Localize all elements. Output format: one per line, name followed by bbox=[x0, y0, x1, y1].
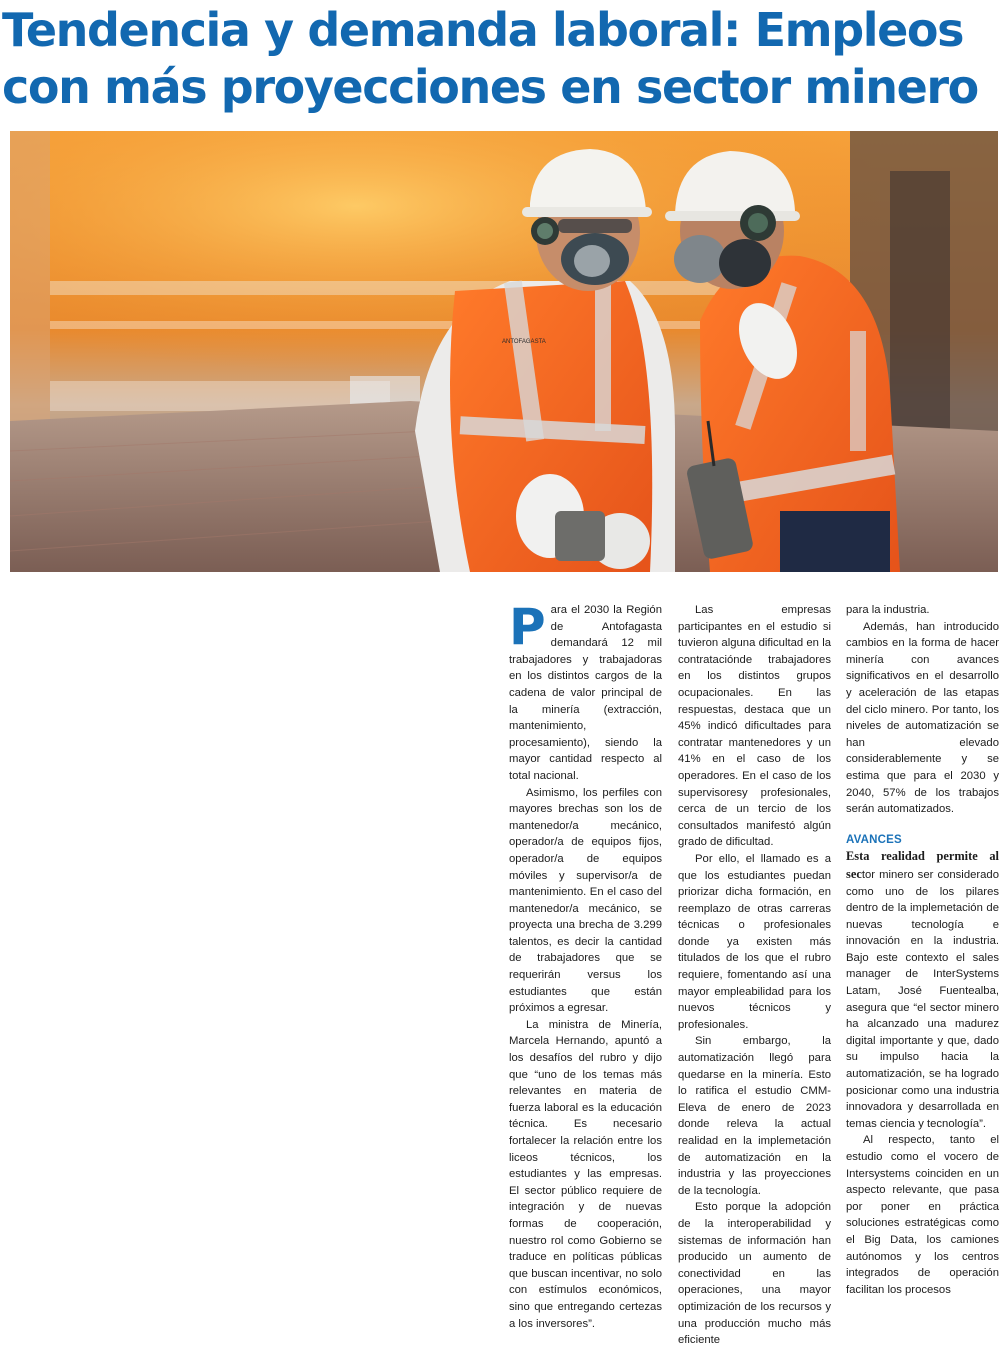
paragraph: ara el 2030 la Región de Antofagasta demandará 12 mil trabajadores y trabajadoras en los distintos cargos de la cadena de valor principal de la minería (extracción, mantenimiento, procesamiento), siendo la mayor cantidad respecto al total nacional. bbox=[509, 604, 662, 782]
drop-cap-letter: P bbox=[509, 598, 546, 656]
text-column-3 bbox=[846, 602, 999, 1298]
headline-line-2: con más proyecciones en sector minero bbox=[2, 60, 978, 114]
lead-in-bold: Esta realidad permite al sec bbox=[846, 849, 999, 881]
section-subhead: AVANCES bbox=[846, 833, 902, 846]
paragraph-text: tor minero ser considerado como uno de los pilares dentro de la implemetación de nuevas tecnología e innovación en la industria. Bajo este contexto el sales manager de InterSystems Latam, José Fuentealba, asegura que “el sector minero ha alcanzado una madurez digital importante y que, dado su impulso hacia la automatización, se ha logrado posicionar como una industria innovadora y desarrollada en temas ciencia y tecnología”. bbox=[846, 868, 999, 1130]
headline-line-1: Tendencia y demanda laboral: Empleos bbox=[2, 3, 964, 57]
paragraph: Al respecto, tanto el estudio como el vocero de Intersystems coinciden en un aspecto relevante, que pasa por poner en práctica soluciones estratégicas como el Big Data, los camiones autónomos y los centros integrados de operación facilitan los procesos bbox=[846, 1134, 999, 1296]
svg-text:ANTOFAGASTA: ANTOFAGASTA bbox=[502, 339, 546, 345]
paragraph: Las empresas participantes en el estudio si tuvieron alguna dificultad en la contrataciónde trabajadores en los distintos grupos ocupacionales. En las respuestas, destaca que un 45% indicó dificultades para contratar mantenedores y un 41% en el caso de los operadores. En el caso de los supervisoresy profesionales, cerca de un tercio de los consultados manifestó algún grado de dificultad. bbox=[678, 604, 831, 849]
paragraph: La ministra de Minería, Marcela Hernando, apuntó a los desafíos del rubro y dijo que “uno de los temas más relevantes en materia de fuerza laboral es la educación técnica. Es necesario fortalecer la relación entre los liceos técnicos, los estudiantes y las empresas. El sector público requiere de integración y de nuevas formas de cooperación, nuestro rol como Gobierno se traduce en políticas públicas que buscan incentivar, no solo con estímulos económicos, sino que entregando certezas a los inversores”. bbox=[509, 1018, 662, 1330]
text-column-2 bbox=[678, 602, 831, 1349]
article-headline bbox=[2, 2, 992, 116]
paragraph: Esto porque la adopción de la interoperabilidad y sistemas de información han producido un aumento de conectividad en las operaciones, una mayor optimización de los recursos y una producción mucho más eficiente bbox=[678, 1201, 831, 1347]
paragraph: Sin embargo, la automatización llegó para quedarse en la minería. Esto lo ratifica el estudio CMM-Eleva de enero de 2023 donde releva la actual realidad en la implemetación de automatización en la industria y las proyecciones de la tecnología. bbox=[678, 1035, 831, 1197]
paragraph bbox=[846, 848, 999, 1132]
article-photo bbox=[10, 131, 998, 572]
miners-illustration bbox=[10, 131, 998, 572]
paragraph: Asimismo, los perfiles con mayores brechas son los de mantenedor/a mecánico, operador/a de equipos fijos, operador/a de equipos móviles y supervisor/a de mantenimiento. En el caso del mantenedor/a mecánico, se proyecta una brecha de 3.299 talentos, es decir la cantidad de trabajadores que se requerirán versus los estudiantes que están próximos a egresar. bbox=[509, 786, 662, 1015]
paragraph: para la industria. bbox=[846, 604, 930, 616]
text-column-1 bbox=[509, 598, 662, 1332]
paragraph: Por ello, el llamado es a que los estudiantes puedan priorizar dicha formación, en reemplazo de otras carreras técnicas o profesionales donde ya existen más titulados de los que el rubro requiere, fomentando así una mayor empleabilidad para los nuevos técnicos y profesionales. bbox=[678, 852, 831, 1031]
paragraph: Además, han introducido cambios en la forma de hacer minería con avances significativos en el desarrollo y aceleración de las etapas del ciclo minero. Por tanto, los niveles de automatización se han elevado considerablemente y se estima que para el 2030 y 2040, 57% de los trabajos serán automatizados. bbox=[846, 620, 999, 816]
